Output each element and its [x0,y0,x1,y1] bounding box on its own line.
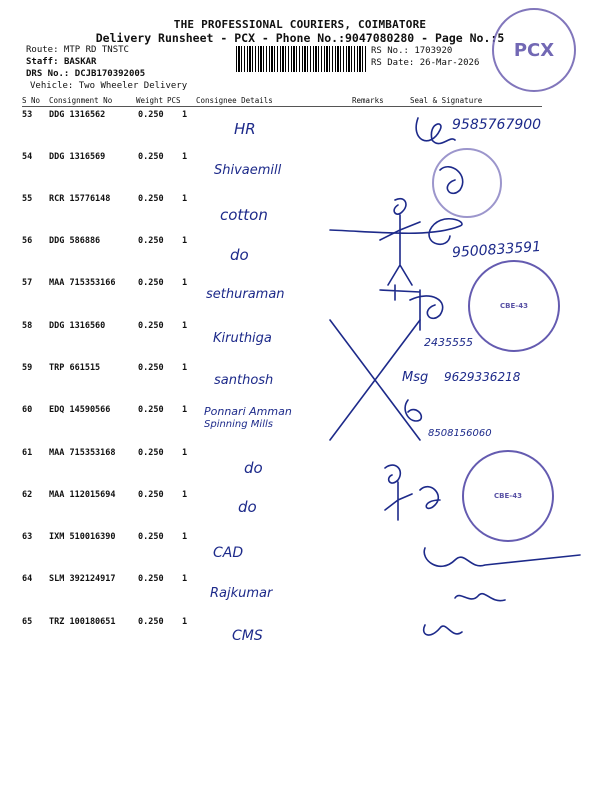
row-pcs: 1 [182,574,188,584]
row-sno: 58 [22,321,33,331]
stamp-code: CBE-43 [500,302,528,310]
row-weight: 0.250 [138,321,164,331]
row-sno: 64 [22,574,33,584]
row-weight: 0.250 [138,278,164,288]
row-pcs: 1 [182,236,188,246]
runsheet-subtitle: Delivery Runsheet - PCX - Phone No.:9047080280 - Page No.:5 [95,31,505,45]
signature-mark [424,548,580,566]
row-pcs: 1 [182,363,188,373]
handwritten-consignee: CMS [232,628,263,644]
rs-number: RS No.: 1703920 [371,46,453,56]
row-pcs: 1 [182,110,188,120]
route-text: Route: MTP RD TNSTC [26,45,129,55]
col-consignee: Consignee Details [196,96,273,105]
drs-label: DRS No.: [26,69,75,79]
handwritten-consignee: Shivaemill [214,163,282,178]
handwritten-phone: 9629336218 [444,370,521,384]
row-consignment: IXM 510016390 [49,532,116,542]
row-consignment: DDG 1316560 [49,321,106,331]
row-weight: 0.250 [138,532,164,542]
handwritten-consignee: santhosh [214,373,274,388]
col-consignment: Consignment No [49,96,113,105]
row-weight: 0.250 [138,152,164,162]
row-weight: 0.250 [138,617,164,627]
row-consignment: DDG 1316569 [49,152,106,162]
row-consignment: MAA 715353168 [49,448,116,458]
row-pcs: 1 [182,532,188,542]
signature-mark [385,465,412,520]
handwritten-consignee: HR [234,120,256,138]
col-weight: Weight [136,96,164,105]
row-sno: 59 [22,363,33,373]
row-sno: 54 [22,152,33,162]
staff-value: BASKAR [63,57,97,67]
stamp-code: CBE-43 [494,492,522,500]
row-sno: 65 [22,617,33,627]
row-weight: 0.250 [138,405,164,415]
row-consignment: DDG 586886 [49,236,101,246]
handwritten-phone: 8508156060 [428,428,492,439]
cross-mark [330,320,420,440]
signature-mark [380,285,443,330]
row-weight: 0.250 [138,236,164,246]
staff-label: Staff: [26,57,64,67]
row-consignment: DDG 1316562 [49,110,106,120]
col-seal: Seal & Signature [410,96,483,105]
row-pcs: 1 [182,617,188,627]
row-sno: 61 [22,448,33,458]
row-sno: 57 [22,278,33,288]
row-weight: 0.250 [138,110,164,120]
row-consignment: RCR 15776148 [49,194,111,204]
handwritten-consignee: do [238,498,257,516]
col-pcs: PCS [167,96,181,105]
row-consignment: TRP 661515 [49,363,101,373]
row-sno: 63 [22,532,33,542]
row-weight: 0.250 [138,363,164,373]
row-consignment: MAA 112015694 [49,490,116,500]
pcx-stamp: PCX [492,8,576,92]
row-consignment: SLM 392124917 [49,574,116,584]
handwritten-consignee: cotton [220,206,268,224]
row-consignment: MAA 715353166 [49,278,116,288]
row-pcs: 1 [182,321,188,331]
handwritten-phone: 9585767900 [452,117,542,133]
row-weight: 0.250 [138,194,164,204]
handwritten-consignee: Ponnari Amman [204,405,292,418]
company-title: THE PROFESSIONAL COURIERS, COIMBATORE [173,18,427,31]
handwritten-consignee: Kiruthiga [213,331,272,346]
handwritten-msg: Msg [402,370,429,385]
drs-value: DCJB170392005 [74,69,146,79]
row-sno: 55 [22,194,33,204]
row-sno: 62 [22,490,33,500]
row-sno: 56 [22,236,33,246]
handwritten-consignee: CAD [213,545,244,561]
row-sno: 53 [22,110,33,120]
rs-date: RS Date: 26-Mar-2026 [371,58,480,68]
signature-mark [420,487,440,509]
row-weight: 0.250 [138,448,164,458]
signature-mark [424,625,462,635]
handwritten-phone: 9500833591 [451,238,542,262]
handwritten-consignee: sethuraman [206,287,285,302]
row-sno: 60 [22,405,33,415]
col-sno: S No [22,96,41,105]
row-pcs: 1 [182,194,188,204]
signature-mark [405,400,421,421]
row-consignment: EDQ 14590566 [49,405,111,415]
signature-mark [440,167,463,194]
row-pcs: 1 [182,405,188,415]
handwritten-consignee: do [244,459,263,477]
handwritten-phone: 2435555 [424,336,473,349]
row-pcs: 1 [182,490,188,500]
vehicle-text: Vehicle: Two Wheeler Delivery [30,81,188,91]
handwritten-consignee: do [230,246,249,264]
row-weight: 0.250 [138,574,164,584]
signature-mark [380,199,420,285]
row-pcs: 1 [182,278,188,288]
row-consignment: TRZ 100180651 [49,617,116,627]
col-remarks: Remarks [352,96,384,105]
row-weight: 0.250 [138,490,164,500]
handwritten-consignee: Rajkumar [210,586,273,601]
handwritten-consignee-line2: Spinning Mills [204,419,273,430]
row-pcs: 1 [182,152,188,162]
signature-mark [416,118,455,144]
signature-mark [455,594,505,601]
row-pcs: 1 [182,448,188,458]
